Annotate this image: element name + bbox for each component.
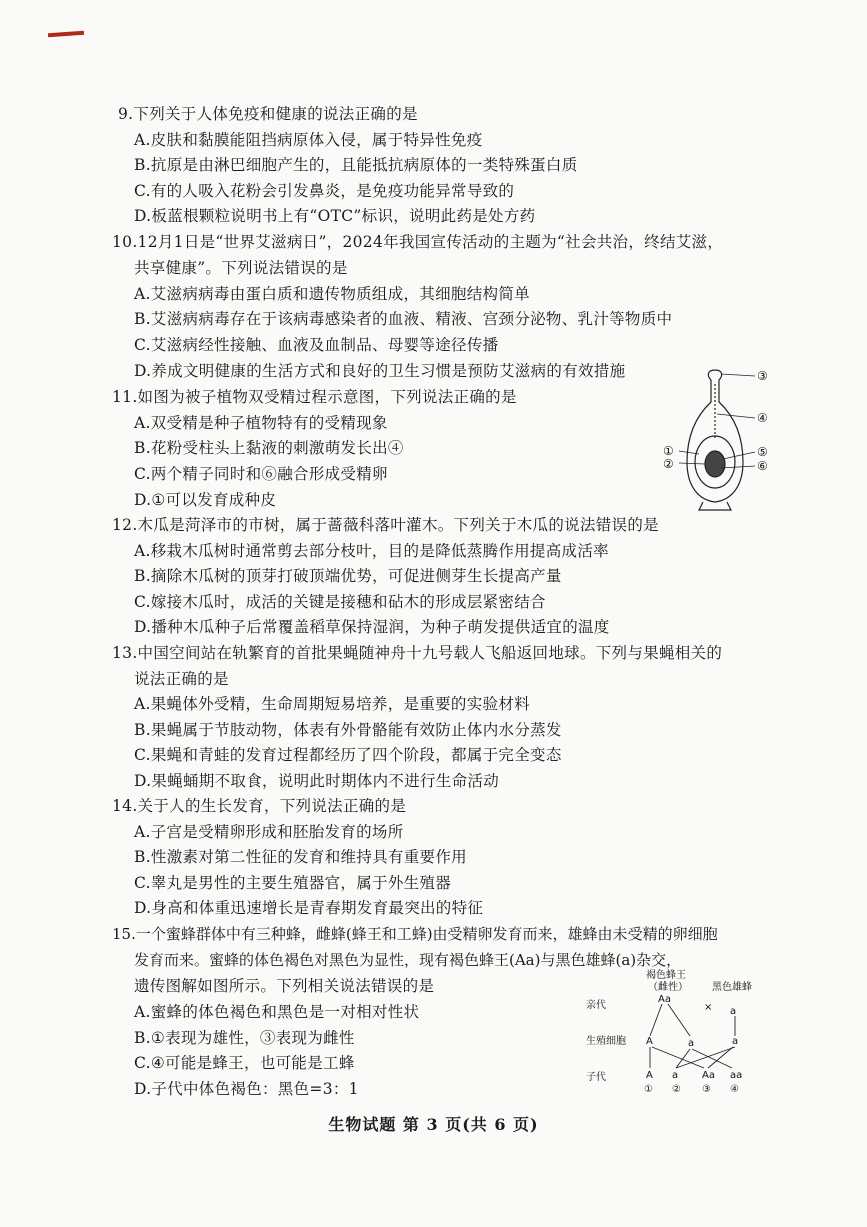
q14-option-c: C.睾丸是男性的主要生殖器官，属于外生殖器 [134,874,452,892]
fig15-gamete-3: a [732,1036,739,1047]
q13-stem-line2: 说法正确的是 [134,670,229,688]
page-footer: 生物试题 第 3 页(共 6 页) [328,1115,539,1134]
q10-option-b: B.艾滋病病毒存在于该病毒感染者的血液、精液、宫颈分泌物、乳汁等物质中 [134,310,673,328]
receptacle [699,502,731,510]
q11-option-a: A.双受精是种子植物特有的受精现象 [134,414,388,432]
q14-option-b: B.性激素对第二性征的发育和维持具有重要作用 [134,848,467,866]
q14-option-d: D.身高和体重迅速增长是青春期发育最突出的特征 [134,899,484,917]
q12-option-d: D.播种木瓜种子后常覆盖稻草保持湿润，为种子萌发提供适宜的温度 [134,618,610,636]
fig15-row-gamete: 生殖细胞 [586,1036,626,1047]
q15-option-b: B.①表现为雄性，③表现为雌性 [134,1029,355,1047]
q11-option-b: B.花粉受柱头上黏液的刺激萌发长出④ [134,439,404,457]
q15-stem-line1: 15.一个蜜蜂群体中有三种蜂，雌蜂(蜂王和工蜂)由受精卵发育而来，雄蜂由未受精的卵细胞 [112,925,718,943]
double-fertilization-figure [655,362,775,512]
fig15-queen-sex: （雌性） [648,982,688,993]
fig15-offspring-label-1: ① [644,1084,653,1095]
fig11-label-2: ② [663,457,674,471]
q15-option-d: D.子代中体色褐色：黑色=3：1 [134,1080,359,1098]
q11-option-d: D.①可以发育成种皮 [134,491,277,509]
q11-stem: 11.如图为被子植物双受精过程示意图，下列说法正确的是 [112,388,517,406]
fig15-offspring-label-2: ② [672,1084,681,1095]
fig15-gamete-1: A [646,1036,653,1047]
fig15-offspring-2: a [672,1070,679,1081]
fig15-row-offspring: 子代 [586,1072,606,1083]
fig15-queen-label: 褐色蜂王 [646,970,686,981]
q11-option-c: C.两个精子同时和⑥融合形成受精卵 [134,465,388,483]
q9-option-a: A.皮肤和黏膜能阻挡病原体入侵，属于特异性免疫 [134,131,483,149]
fig15-offspring-3: Aa [702,1070,715,1081]
q12-option-b: B.摘除木瓜树的顶芽打破顶端优势，可促进侧芽生长提高产量 [134,567,562,585]
q14-option-a: A.子宫是受精卵形成和胚胎发育的场所 [134,823,404,841]
q10-stem-line2: 共享健康”。下列说法错误的是 [134,259,348,277]
q13-option-c: C.果蝇和青蛙的发育过程都经历了四个阶段，都属于完全变态 [134,746,562,764]
fig15-offspring-1: A [646,1070,653,1081]
q13-option-d: D.果蝇蛹期不取食，说明此时期体内不进行生命活动 [134,772,500,790]
fig11-label-5: ⑤ [757,445,768,459]
fig11-label-3: ③ [757,369,768,383]
fig11-label-1: ① [663,444,674,458]
fig15-cross-sign: × [704,1002,713,1013]
fig15-drone-label: 黑色雄蜂 [712,982,752,993]
red-mark [48,31,84,38]
q12-option-a: A.移栽木瓜树时通常剪去部分枝叶，目的是降低蒸腾作用提高成活率 [134,542,609,560]
embryo-sac [705,451,725,477]
fig11-label-6: ⑥ [757,459,768,473]
q15-stem-line3: 遗传图解如图所示。下列相关说法错误的是 [134,977,435,995]
q9-option-c: C.有的人吸入花粉会引发鼻炎，是免疫功能异常导致的 [134,182,515,200]
q13-option-b: B.果蝇属于节肢动物，体表有外骨骼能有效防止体内水分蒸发 [134,721,562,739]
q15-option-a: A.蜜蜂的体色褐色和黑色是一对相对性状 [134,1003,420,1021]
fig15-offspring-label-4: ④ [730,1084,739,1095]
q9-option-b: B.抗原是由淋巴细胞产生的，且能抵抗病原体的一类特殊蛋白质 [134,156,578,174]
q13-option-a: A.果蝇体外受精，生命周期短易培养，是重要的实验材料 [134,695,530,713]
q15-option-c: C.④可能是蜂王，也可能是工蜂 [134,1054,355,1072]
fig15-row-parent: 亲代 [586,1000,606,1011]
fig15-drone-genotype: a [730,1006,737,1017]
fig11-label-4: ④ [757,411,768,425]
bee-inheritance-figure [580,966,780,1101]
q10-option-a: A.艾滋病病毒由蛋白质和遗传物质组成，其细胞结构简单 [134,285,530,303]
fig15-queen-genotype: Aa [658,994,671,1005]
q9-stem: 9.下列关于人体免疫和健康的说法正确的是 [118,105,418,123]
q15-stem-line2: 发育而来。蜜蜂的体色褐色对黑色为显性，现有褐色蜂王(Aa)与黑色雄蜂(a)杂交， [134,951,682,969]
q10-option-c: C.艾滋病经性接触、血液及血制品、母婴等途径传播 [134,336,499,354]
q9-option-d: D.板蓝根颗粒说明书上有“OTC”标识，说明此药是处方药 [134,207,536,225]
fig15-gamete-2: a [688,1038,695,1049]
q12-option-c: C.嫁接木瓜时，成活的关键是接穗和砧木的形成层紧密结合 [134,593,546,611]
q12-stem: 12.木瓜是菏泽市的市树，属于蔷薇科落叶灌木。下列关于木瓜的说法错误的是 [112,516,659,534]
q14-stem: 14.关于人的生长发育，下列说法正确的是 [112,797,407,815]
fig15-offspring-label-3: ③ [702,1084,711,1095]
fig15-offspring-4: aa [730,1070,743,1081]
q10-stem-line1: 10.12月1日是“世界艾滋病日”，2024年我国宣传活动的主题为“社会共治，终结艾滋， [112,233,724,251]
q10-option-d: D.养成文明健康的生活方式和良好的卫生习惯是预防艾滋病的有效措施 [134,362,626,380]
q13-stem-line1: 13.中国空间站在轨繁育的首批果蝇随神舟十九号载人飞船返回地球。下列与果蝇相关的 [112,644,723,662]
